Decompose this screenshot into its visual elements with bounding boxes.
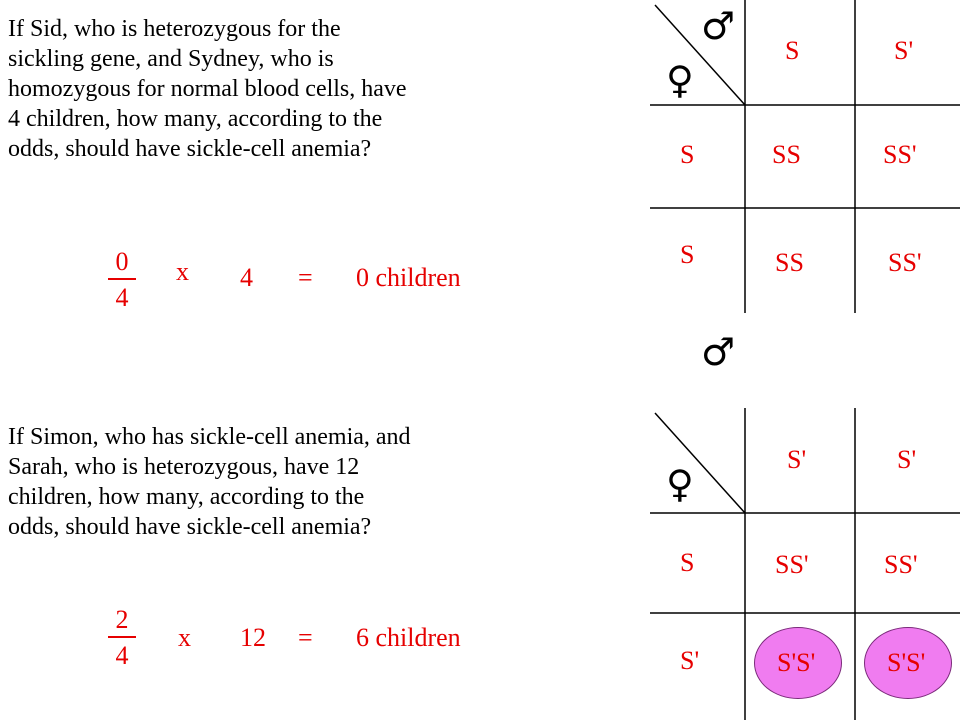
- square-2-row-header-2: S': [680, 646, 700, 675]
- female-symbol-2: ♀: [666, 462, 694, 506]
- square-1-col-header-1: S: [785, 36, 800, 65]
- square-2-col-header-2: S': [897, 445, 917, 474]
- count-1: 4: [240, 263, 253, 292]
- square-1-row-header-1: S: [680, 140, 695, 169]
- fraction-1-numerator: 0: [108, 248, 136, 280]
- fraction-2-denominator: 4: [115, 641, 129, 670]
- result-1: 0 children: [356, 263, 461, 292]
- equals-sign-2: =: [298, 623, 313, 652]
- fraction-2: [108, 606, 136, 670]
- square-1-cell: SS': [883, 140, 917, 169]
- male-symbol-2: ♂: [701, 330, 736, 374]
- question-1: If Sid, who is heterozygous for the sickling gene, and Sydney, who is homozygous for normal blood cells, have 4 children, how many, according to the odds, should have sickle-cell anemia?: [8, 16, 407, 162]
- square-1-col-header-2: S': [894, 36, 914, 65]
- fraction-2-numerator: 2: [108, 606, 136, 638]
- female-symbol-1: ♀: [666, 58, 694, 102]
- equals-sign-1: =: [298, 263, 313, 292]
- square-2-col-header-1: S': [787, 445, 807, 474]
- times-sign-1: x: [176, 257, 189, 286]
- times-sign-2: x: [178, 623, 191, 652]
- square-1-row-header-2: S: [680, 240, 695, 269]
- square-1-cell: SS': [888, 248, 922, 277]
- square-1-cell: SS: [772, 140, 801, 169]
- square-2-cell: S'S': [887, 648, 926, 677]
- count-2: 12: [240, 623, 266, 652]
- male-symbol-1: ♂: [701, 4, 736, 48]
- fraction-1: [108, 248, 136, 312]
- result-2: 6 children: [356, 623, 461, 652]
- square-1-cell: SS: [775, 248, 804, 277]
- square-2-cell: SS': [775, 550, 809, 579]
- square-2-cell: SS': [884, 550, 918, 579]
- question-2: If Simon, who has sickle-cell anemia, and Sarah, who is heterozygous, have 12 children, how many, according to the odds, should have sickle-cell anemia?: [8, 424, 411, 540]
- square-2-cell: S'S': [777, 648, 816, 677]
- fraction-1-denominator: 4: [115, 283, 129, 312]
- square-2-row-header-1: S: [680, 548, 695, 577]
